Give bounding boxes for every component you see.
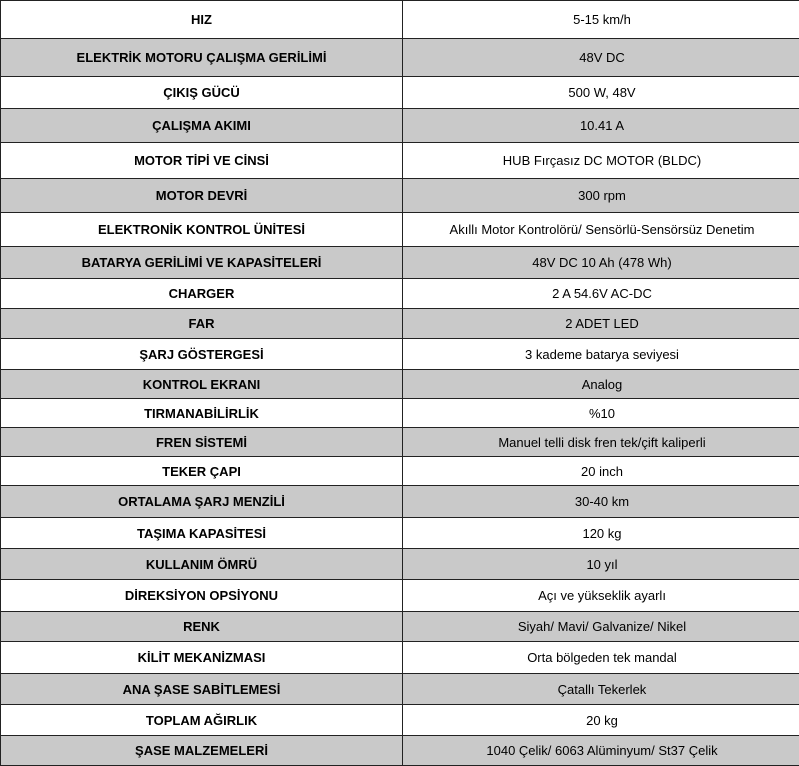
spec-property: KULLANIM ÖMRÜ <box>1 549 403 580</box>
spec-row <box>1 247 799 279</box>
spec-row <box>1 486 799 518</box>
spec-value: 20 inch <box>403 457 799 486</box>
spec-value: Çatallı Tekerlek <box>403 674 799 705</box>
spec-table-body <box>1 1 799 766</box>
spec-value: 5-15 km/h <box>403 1 799 39</box>
spec-property: TEKER ÇAPI <box>1 457 403 486</box>
spec-property: TOPLAM AĞIRLIK <box>1 705 403 736</box>
spec-value: 2 ADET LED <box>403 309 799 339</box>
spec-property: CHARGER <box>1 279 403 309</box>
spec-row <box>1 518 799 549</box>
spec-property: KİLİT MEKANİZMASI <box>1 642 403 674</box>
spec-property: ÇIKIŞ GÜCÜ <box>1 77 403 109</box>
spec-row <box>1 1 799 39</box>
spec-property: BATARYA GERİLİMİ VE KAPASİTELERİ <box>1 247 403 279</box>
spec-property: ORTALAMA ŞARJ MENZİLİ <box>1 486 403 518</box>
spec-row <box>1 77 799 109</box>
spec-value: 120 kg <box>403 518 799 549</box>
spec-value: Analog <box>403 370 799 399</box>
spec-property: HIZ <box>1 1 403 39</box>
spec-property: MOTOR DEVRİ <box>1 179 403 213</box>
spec-property: TIRMANABİLİRLİK <box>1 399 403 428</box>
spec-property: ELEKTRONİK KONTROL ÜNİTESİ <box>1 213 403 247</box>
spec-property: ŞASE MALZEMELERİ <box>1 736 403 766</box>
spec-value: Siyah/ Mavi/ Galvanize/ Nikel <box>403 612 799 642</box>
spec-value: Açı ve yükseklik ayarlı <box>403 580 799 612</box>
spec-row <box>1 143 799 179</box>
spec-value: 1040 Çelik/ 6063 Alüminyum/ St37 Çelik <box>403 736 799 766</box>
spec-value: 10 yıl <box>403 549 799 580</box>
spec-value: 48V DC <box>403 39 799 77</box>
spec-value: 10.41 A <box>403 109 799 143</box>
spec-value: 20 kg <box>403 705 799 736</box>
spec-property: ELEKTRİK MOTORU ÇALIŞMA GERİLİMİ <box>1 39 403 77</box>
spec-row <box>1 549 799 580</box>
spec-row <box>1 457 799 486</box>
spec-value: 300 rpm <box>403 179 799 213</box>
spec-row <box>1 109 799 143</box>
spec-value: Orta bölgeden tek mandal <box>403 642 799 674</box>
spec-property: ÇALIŞMA AKIMI <box>1 109 403 143</box>
spec-row <box>1 705 799 736</box>
spec-row <box>1 399 799 428</box>
spec-row <box>1 428 799 457</box>
spec-value: 48V DC 10 Ah (478 Wh) <box>403 247 799 279</box>
spec-property: FAR <box>1 309 403 339</box>
spec-row <box>1 642 799 674</box>
spec-row <box>1 674 799 705</box>
spec-row <box>1 179 799 213</box>
spec-row <box>1 39 799 77</box>
spec-property: ANA ŞASE SABİTLEMESİ <box>1 674 403 705</box>
spec-property: MOTOR TİPİ VE CİNSİ <box>1 143 403 179</box>
spec-row <box>1 339 799 370</box>
spec-property: FREN SİSTEMİ <box>1 428 403 457</box>
spec-row <box>1 736 799 766</box>
spec-value: HUB Fırçasız DC MOTOR (BLDC) <box>403 143 799 179</box>
spec-value: Manuel telli disk fren tek/çift kaliperli <box>403 428 799 457</box>
spec-property: KONTROL EKRANI <box>1 370 403 399</box>
spec-value: 3 kademe batarya seviyesi <box>403 339 799 370</box>
spec-value: 30-40 km <box>403 486 799 518</box>
spec-row <box>1 612 799 642</box>
spec-value: 500 W, 48V <box>403 77 799 109</box>
spec-property: RENK <box>1 612 403 642</box>
spec-value: 2 A 54.6V AC-DC <box>403 279 799 309</box>
spec-row <box>1 370 799 399</box>
spec-property: TAŞIMA KAPASİTESİ <box>1 518 403 549</box>
spec-row <box>1 580 799 612</box>
spec-row <box>1 213 799 247</box>
spec-row <box>1 279 799 309</box>
spec-value: %10 <box>403 399 799 428</box>
spec-row <box>1 309 799 339</box>
spec-property: DİREKSİYON OPSİYONU <box>1 580 403 612</box>
spec-value: Akıllı Motor Kontrolörü/ Sensörlü-Sensörsüz Denetim <box>403 213 799 247</box>
spec-property: ŞARJ GÖSTERGESİ <box>1 339 403 370</box>
